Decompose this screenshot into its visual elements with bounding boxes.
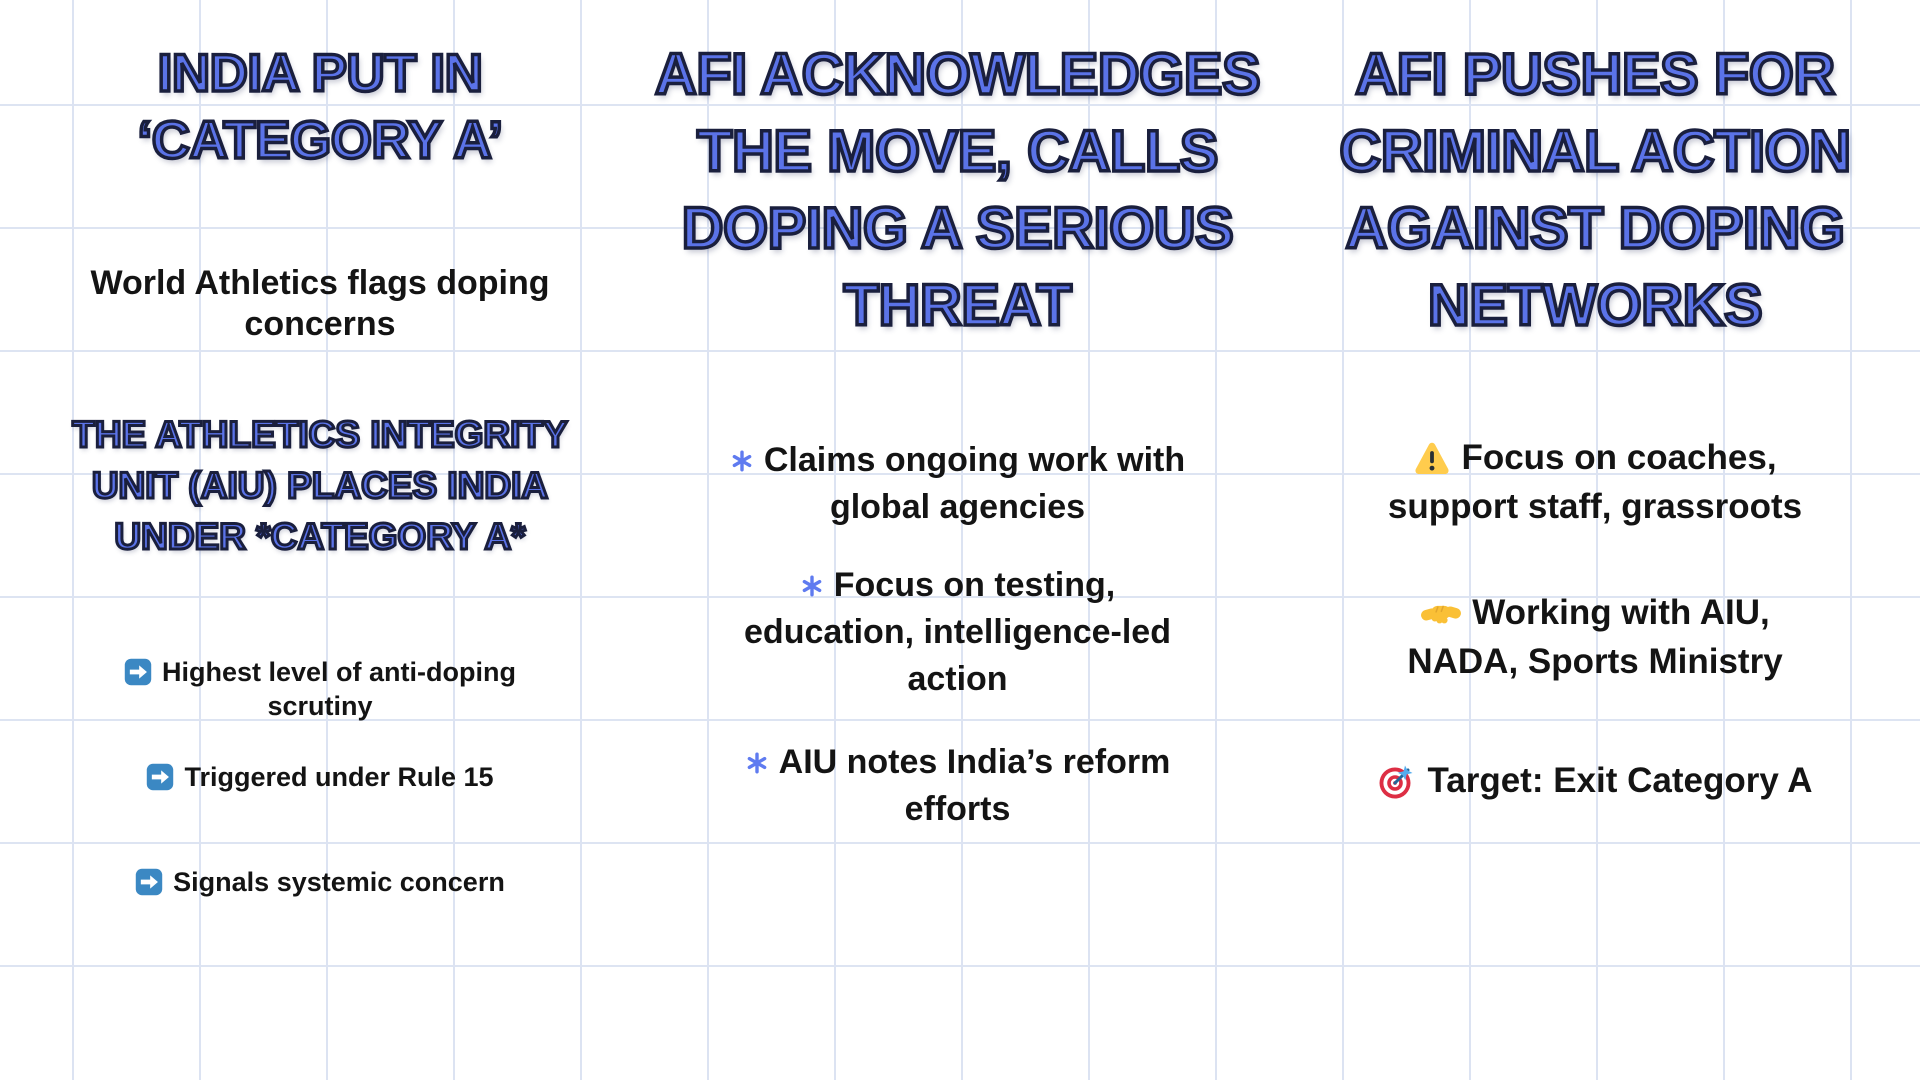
- bullet-text: Highest level of anti-doping: [161, 657, 516, 687]
- bullet-text: global agencies: [829, 488, 1086, 526]
- bullet-text: Triggered under Rule 15: [184, 762, 494, 792]
- bullet-target-exit: [1285, 756, 1905, 805]
- asterisk-icon: [745, 751, 769, 775]
- asterisk-icon: [800, 574, 824, 598]
- kicker-line: World Athletics flags doping: [90, 264, 550, 302]
- headline-line: THE MOVE, CALLS: [697, 119, 1218, 184]
- bullet-global-agencies: [650, 437, 1265, 531]
- target-icon: [1377, 761, 1417, 801]
- bullet-highest-scrutiny: [25, 655, 615, 723]
- bullet-text: Target: Exit Category A: [1427, 761, 1813, 800]
- column-afi-acknowledges: [650, 0, 1265, 1080]
- subheadline-line: UNDER *CATEGORY A*: [114, 516, 526, 557]
- handshake-icon: [1420, 592, 1462, 634]
- bullet-testing-education: [650, 562, 1265, 703]
- bullet-text: Working with AIU,: [1472, 593, 1770, 632]
- headline-line: AFI ACKNOWLEDGES: [654, 42, 1261, 107]
- headline-line: INDIA PUT IN: [157, 44, 483, 103]
- bullet-text: education, intelligence-led: [744, 613, 1171, 651]
- kicker-line: concerns: [244, 305, 396, 343]
- bullet-text: scrutiny: [267, 691, 373, 721]
- headline-line: AGAINST DOPING: [1345, 196, 1845, 261]
- bullet-text: Claims ongoing work with: [763, 441, 1186, 479]
- arrow-right-icon: [135, 868, 163, 896]
- subheadline-line: THE ATHLETICS INTEGRITY: [72, 414, 568, 455]
- bullet-text: NADA, Sports Ministry: [1407, 642, 1783, 681]
- bullet-text: Signals systemic concern: [173, 867, 505, 897]
- column2-headline: [650, 36, 1265, 344]
- bullet-text: efforts: [904, 790, 1011, 828]
- bullet-reform-efforts: [650, 739, 1265, 833]
- bullet-text: AIU notes India’s reform: [778, 743, 1171, 781]
- headline-line: DOPING A SERIOUS: [681, 196, 1234, 261]
- bullet-text: support staff, grassroots: [1387, 487, 1803, 526]
- bullet-coaches-staff: [1285, 433, 1905, 531]
- subheadline-line: UNIT (AIU) PLACES INDIA: [91, 465, 549, 506]
- headline-line: AFI PUSHES FOR: [1355, 42, 1835, 107]
- headline-line: NETWORKS: [1427, 273, 1763, 338]
- warning-icon: [1413, 439, 1451, 477]
- column1-headline: [25, 40, 615, 174]
- column3-headline: [1285, 36, 1905, 344]
- column1-subheadline: [25, 409, 615, 562]
- headline-line: THREAT: [843, 273, 1072, 338]
- arrow-right-icon: [124, 658, 152, 686]
- bullet-working-with-agencies: [1285, 588, 1905, 686]
- bullet-text: action: [907, 660, 1008, 698]
- column1-kicker: [25, 263, 615, 345]
- arrow-right-icon: [146, 763, 174, 791]
- bullet-rule-15: [25, 760, 615, 794]
- bullet-text: Focus on coaches,: [1461, 438, 1777, 477]
- column-criminal-action: [1285, 0, 1905, 1080]
- asterisk-icon: [730, 449, 754, 473]
- bullet-systemic-concern: [25, 865, 615, 899]
- bullet-text: Focus on testing,: [833, 566, 1116, 604]
- column-india-category-a: [25, 0, 615, 1080]
- headline-line: CRIMINAL ACTION: [1339, 119, 1851, 184]
- headline-line: ‘CATEGORY A’: [137, 111, 503, 170]
